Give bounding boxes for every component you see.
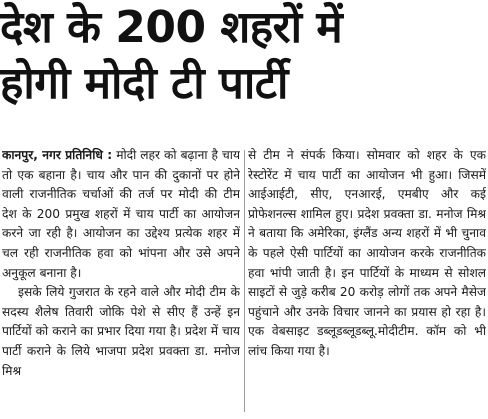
- article-column-left: [2, 146, 240, 416]
- dateline: कानपुर, नगर प्रतिनिधि :: [2, 148, 113, 162]
- article-paragraph: [2, 146, 240, 283]
- headline-line-2: होगी मोदी टी पार्टी: [0, 58, 288, 109]
- column-divider: [244, 150, 245, 412]
- article-paragraph: से टीम ने संपर्क किया। सोमवार को शहर के एक रेस्टोरेंट में चाय पार्टी का आयोजन भी हुआ। जिसमें आईआईटी, सीए, एनआरई, एमबीए और कई प्रोफेशनल्स शामिल हुए। प्रदेश प्रवक्ता डा. मनोज मिश्र ने बताया कि अमेरिका, इंग्लैंड अन्य शहरों में भी चुनाव के पहले ऐसी पार्टियों का आयोजन करके राजनीतिक हवा भांपी जाती है। इन पार्टियों के माध्यम से सोशल साइटों से जुड़े करीब 20 करोड़ लोगों तक अपने मैसेज पहुंचाने और उनके विचार जानने का प्रयास हो रहा है। एक वेबसाइट डब्लूडब्लूडब्लू.मोदीटीम. कॉम को भी लांच किया गया है।: [248, 148, 486, 358]
- article-column-right: [248, 146, 486, 416]
- headline-line-1: देश के 200 शहरों में: [0, 2, 343, 53]
- article-paragraph: इसके लिये गुजरात के रहने वाले और मोदी टीम के सदस्य शैलेष तिवारी जोकि पेशे से सीए हैं उन्हें इन पार्टियों को कराने का प्रभार दिया गया है। प्रदेश में चाय पार्टी कराने के लिये भाजपा प्रदेश प्रवक्ता डा. मनोज मिश्र: [2, 285, 240, 378]
- paragraph-text: मोदी लहर को बढ़ाना है चाय तो एक बहाना है। चाय और पान की दुकानों पर होने वाली राजनीतिक चर्चाओं की तर्ज पर मोदी की टीम देश के 200 प्रमुख शहरों में चाय पार्टी का आयोजन करने जा रही है। आयोजन का उद्देश्य प्रत्येक शहर में चल रही राजनीतिक हवा को भांपना और उसे अपने अनुकूल बनाना है।: [2, 148, 240, 280]
- article-body: [2, 146, 486, 416]
- headline: [0, 0, 488, 112]
